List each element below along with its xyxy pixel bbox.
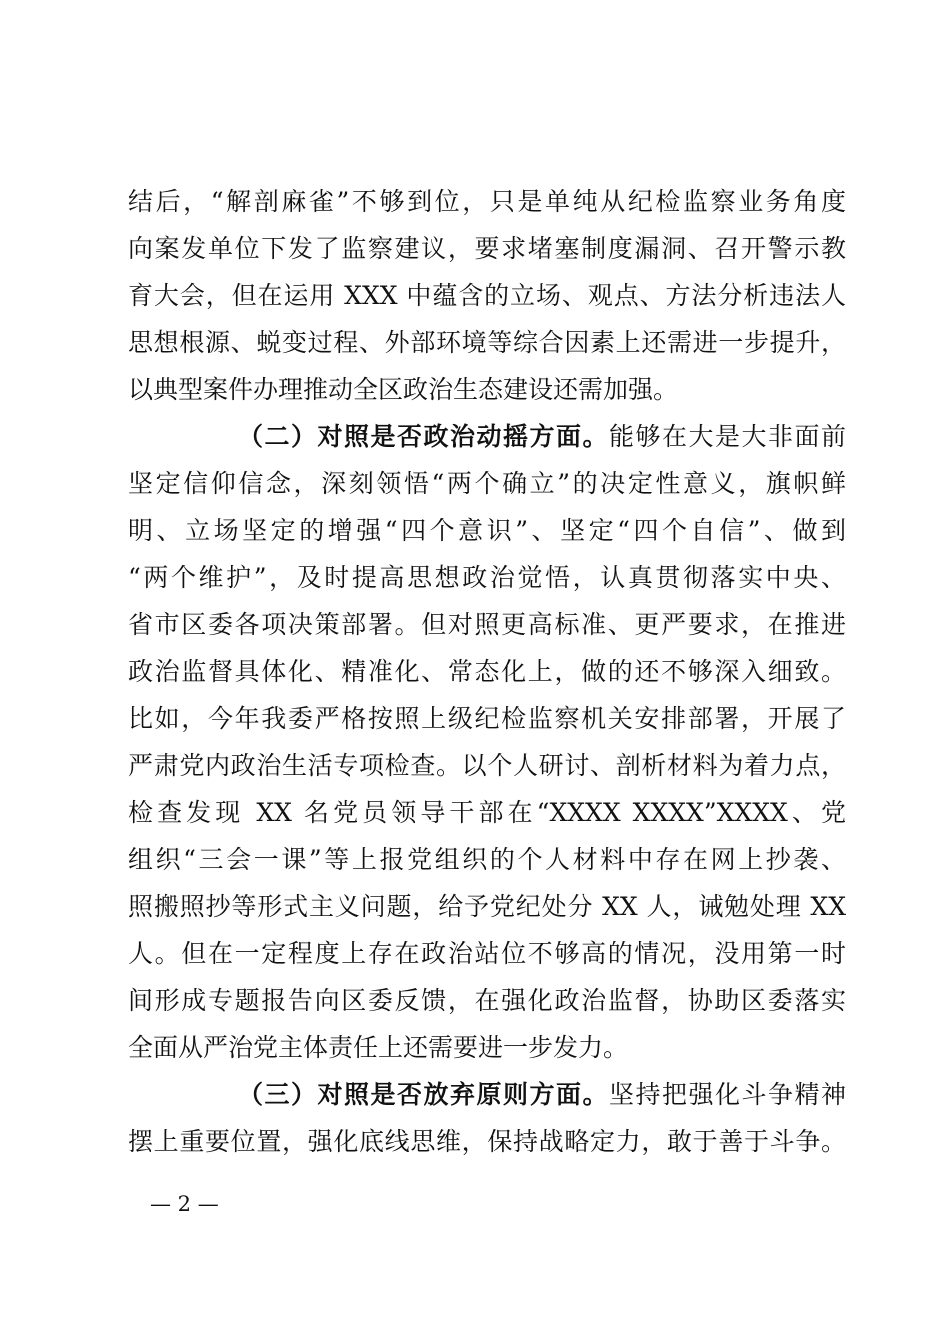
section-heading: （二）对照是否政治动摇方面。 — [238, 422, 609, 451]
text-line: 育大会，但在运用 XXX 中蕴含的立场、观点、方法分析违法人 — [128, 281, 846, 310]
text-line: 明、立场坚定的增强“四个意识”、坚定“四个自信”、做到 — [128, 516, 846, 545]
text-line: 严肃党内政治生活专项检查。以个人研讨、剖析材料为着力点， — [128, 751, 846, 780]
text-line: 政治监督具体化、精准化、常态化上，做的还不够深入细致。 — [128, 657, 846, 686]
text-line: 全面从严治党主体责任上还需要进一步发力。 — [128, 1033, 629, 1062]
page-number: — 2 — — [150, 1192, 219, 1216]
text-line: 人。但在一定程度上存在政治站位不够高的情况，没用第一时 — [128, 939, 846, 968]
section-heading-line — [128, 1071, 846, 1118]
text-line: 照搬照抄等形式主义问题，给予党纪处分 XX 人，诫勉处理 XX — [128, 892, 846, 921]
text-line: 结后，“解剖麻雀”不够到位，只是单纯从纪检监察业务角度 — [128, 187, 846, 216]
text-line: 省市区委各项决策部署。但对照更高标准、更严要求，在推进 — [128, 610, 846, 639]
text-line: 组织“三会一课”等上报党组织的个人材料中存在网上抄袭、 — [128, 845, 846, 874]
text-line: 比如，今年我委严格按照上级纪检监察机关安排部署，开展了 — [128, 704, 846, 733]
section-heading: （三）对照是否放弃原则方面。 — [238, 1080, 609, 1109]
section-heading-line — [128, 413, 846, 460]
text-line: 以典型案件办理推动全区政治生态建设还需加强。 — [128, 375, 679, 404]
text-line: 间形成专题报告向区委反馈，在强化政治监督，协助区委落实 — [128, 986, 846, 1015]
text-line: 坚定信仰信念，深刻领悟“两个确立”的决定性意义，旗帜鲜 — [128, 469, 846, 498]
text-line: 摆上重要位置，强化底线思维，保持战略定力，敢于善于斗争。 — [128, 1127, 846, 1156]
text-line: 思想根源、蜕变过程、外部环境等综合因素上还需进一步提升， — [128, 328, 846, 357]
body-text — [128, 178, 846, 1165]
text-line: “两个维护”，及时提高思想政治觉悟，认真贯彻落实中央、 — [128, 563, 846, 592]
section-heading-continuation: 坚持把强化斗争精神 — [608, 1080, 846, 1109]
text-line: 向案发单位下发了监察建议，要求堵塞制度漏洞、召开警示教 — [128, 234, 846, 263]
text-line: 检查发现 XX 名党员领导干部在“XXXX XXXX”XXXX、党 — [128, 798, 846, 827]
section-heading-continuation: 能够在大是大非面前 — [608, 422, 846, 451]
